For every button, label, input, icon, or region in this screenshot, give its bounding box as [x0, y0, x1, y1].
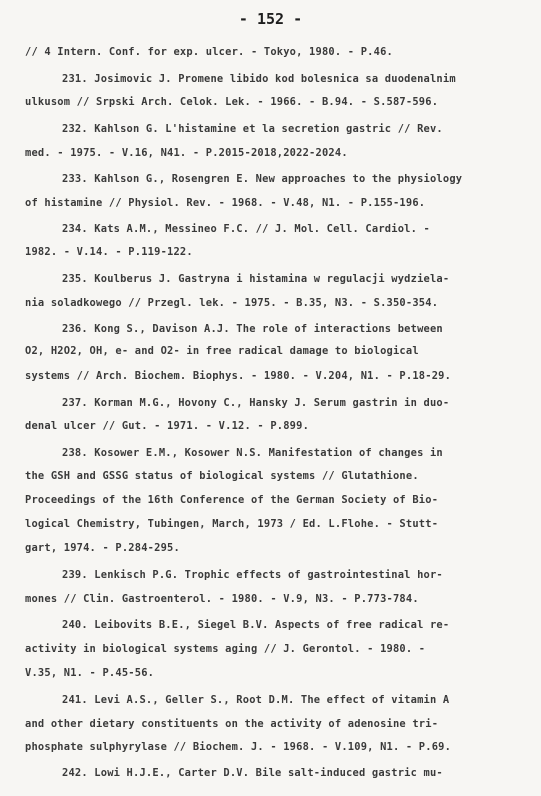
ref-line: the GSH and GSSG status of biological systems // Glutathione. — [25, 470, 419, 482]
ref-line: V.35, N1. - P.45-56. — [25, 667, 155, 679]
ref-line: and other dietary constituents on the activity of adenosine tri- — [25, 718, 439, 730]
ref-line: 231. Josimovic J. Promene libido kod bolesnica sa duodenalnim — [62, 73, 456, 85]
ref-line: systems // Arch. Biochem. Biophys. - 1980. - V.204, N1. - P.18-29. — [25, 370, 452, 382]
ref-line: 239. Lenkisch P.G. Trophic effects of gastrointestinal hor- — [62, 569, 443, 581]
ref-line: logical Chemistry, Tubingen, March, 1973 / Ed. L.Flohe. - Stutt- — [25, 518, 439, 530]
ref-line: 240. Leibovits B.E., Siegel B.V. Aspects of free radical re- — [62, 619, 450, 631]
ref-line: 236. Kong S., Davison A.J. The role of interactions between — [62, 323, 443, 335]
ref-line: denal ulcer // Gut. - 1971. - V.12. - P.899. — [25, 420, 310, 432]
ref-line: 1982. - V.14. - P.119-122. — [25, 246, 193, 258]
ref-line: gart, 1974. - P.284-295. — [25, 542, 180, 554]
ref-line: O2, H2O2, OH, e- and O2- in free radical damage to biological — [25, 345, 419, 357]
ref-line: 233. Kahlson G., Rosengren E. New approaches to the physiology — [62, 173, 463, 185]
ref-line: 235. Koulberus J. Gastryna i histamina w regulacji wydziela- — [62, 273, 450, 285]
ref-line: 234. Kats A.M., Messineo F.C. // J. Mol. Cell. Cardiol. - — [62, 223, 430, 235]
ref-line: med. - 1975. - V.16, N41. - P.2015-2018,2022-2024. — [25, 147, 348, 159]
ref-line: of histamine // Physiol. Rev. - 1968. - V.48, N1. - P.155-196. — [25, 197, 426, 209]
ref-line: // 4 Intern. Conf. for exp. ulcer. - Tokyo, 1980. - P.46. — [25, 46, 393, 58]
ref-line: nia soladkowego // Przegl. lek. - 1975. - B.35, N3. - S.350-354. — [25, 297, 439, 309]
ref-line: activity in biological systems aging // J. Gerontol. - 1980. - — [25, 643, 426, 655]
ref-line: 237. Korman M.G., Hovony C., Hansky J. Serum gastrin in duo- — [62, 397, 450, 409]
ref-line: Proceedings of the 16th Conference of the German Society of Bio- — [25, 494, 439, 506]
ref-line: ulkusom // Srpski Arch. Celok. Lek. - 1966. - B.94. - S.587-596. — [25, 96, 439, 108]
page-number: - 152 - — [238, 10, 303, 28]
ref-line: 241. Levi A.S., Geller S., Root D.M. The effect of vitamin A — [62, 694, 450, 706]
ref-line: 232. Kahlson G. L'histamine et la secretion gastric // Rev. — [62, 123, 443, 135]
ref-line: 242. Lowi H.J.E., Carter D.V. Bile salt-induced gastric mu- — [62, 767, 443, 779]
ref-line: 238. Kosower E.M., Kosower N.S. Manifestation of changes in — [62, 447, 443, 459]
ref-line: mones // Clin. Gastroenterol. - 1980. - V.9, N3. - P.773-784. — [25, 593, 419, 605]
ref-line: phosphate sulphyrylase // Biochem. J. - 1968. - V.109, N1. - P.69. — [25, 741, 452, 753]
